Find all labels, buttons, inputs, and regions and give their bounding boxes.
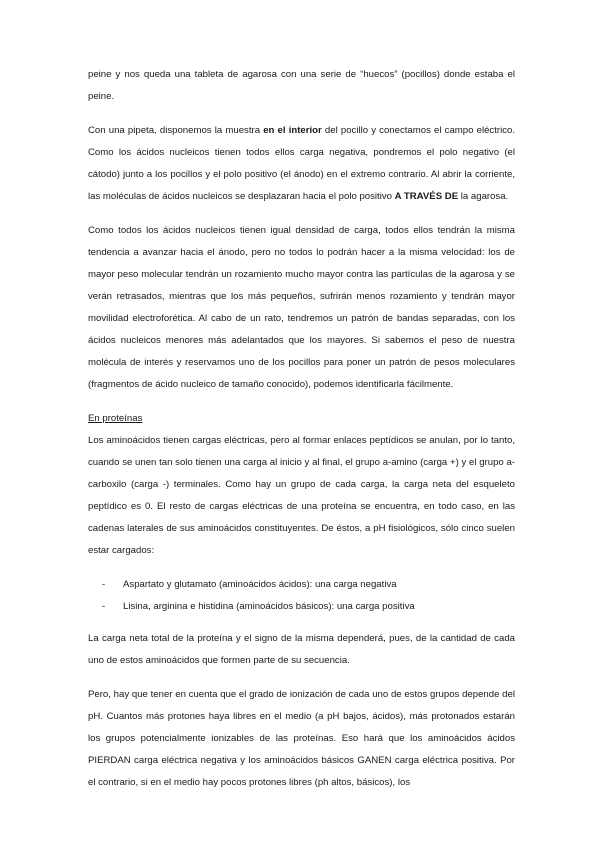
list-item bbox=[88, 574, 515, 596]
section-heading-proteins: En proteínas bbox=[88, 413, 143, 424]
charged-amino-acids-list bbox=[88, 574, 515, 618]
paragraph-text: la agarosa. bbox=[458, 191, 509, 202]
paragraph-text: del pocillo y conectamos el campo eléctrico. Como los ácidos nucleicos tienen todos ellos carga negativa, pondremos el polo negativo (el cátodo) junto a los pocillos y el polo positivo (el ánodo) en el extremo contrario. Al abrir la corriente, las moléculas de ácidos nucleicos se desplazaran hacia el polo positivo bbox=[88, 125, 515, 202]
bullet-dash: - bbox=[102, 601, 106, 612]
list-item-text: Aspartato y glutamato (aminoácidos ácidos): una carga negativa bbox=[123, 579, 397, 590]
paragraph-net-charge: La carga neta total de la proteína y el signo de la misma dependerá, pues, de la cantidad de cada uno de estos aminoácidos que formen parte de su secuencia. bbox=[88, 633, 515, 666]
paragraph-ph-ionization: Pero, hay que tener en cuenta que el grado de ionización de cada uno de estos grupos depende del pH. Cuantos más protones haya libres en el medio (a pH bajos, ácidos), más protonados estarán los grupos potencialmente ionizables de las proteínas. Eso hará que los aminoácidos ácidos PIERDAN carga eléctrica negativa y los aminoácidos básicos GANEN carga eléctrica positiva. Por el contrario, si en el medio hay pocos protones libres (ph altos, básicos), los bbox=[88, 689, 515, 788]
paragraph-agarose-wells: peine y nos queda una tableta de agarosa con una serie de “huecos” (pocillos) donde estaba el peine. bbox=[88, 69, 515, 102]
paragraph-amino-acid-charges: Los aminoácidos tienen cargas eléctricas, pero al formar enlaces peptídicos se anulan, por lo tanto, cuando se unen tan solo tienen una carga al inicio y al final, el grupo a-amino (carga +) y el grupo a-carboxilo (carga -) terminales. Como hay un grupo de cada carga, la carga neta del esqueleto peptídico es 0. El resto de cargas eléctricas de una proteína se encuentra, en todo caso, en las cadenas laterales de sus aminoácidos constituyentes. De éstos, a pH fisiológicos, sólo cinco suelen estar cargados: bbox=[88, 435, 515, 556]
bold-phrase: A TRAVÉS DE bbox=[394, 191, 459, 202]
paragraph-text: Con una pipeta, disponemos la muestra bbox=[88, 125, 264, 136]
bullet-dash: - bbox=[102, 579, 106, 590]
list-item-text: Lisina, arginina e histidina (aminoácidos básicos): una carga positiva bbox=[123, 601, 415, 612]
paragraph-charge-density: Como todos los ácidos nucleicos tienen igual densidad de carga, todos ellos tendrán la misma tendencia a avanzar hacia el ánodo, pero no todos lo podrán hacer a la misma velocidad: los de mayor peso molecular tendrán un rozamiento mucho mayor contra las partículas de la agarosa y se verán retrasados, mientras que los más pequeños, sufrirán menos rozamiento y tendrán mayor movilidad electroforética. Al cabo de un rato, tendremos un patrón de bandas separadas, con los ácidos nucleicos menores más adelantados que los mayores. Si sabemos el peso de nuestra molécula de interés y reservamos uno de los pocillos para poner un patrón de pesos moleculares (fragmentos de ácido nucleico de tamaño conocido), podemos identificarla fácilmente. bbox=[88, 225, 515, 390]
paragraph-electric-field bbox=[88, 120, 515, 208]
bold-phrase: en el interior bbox=[263, 125, 322, 136]
document-body bbox=[88, 64, 515, 806]
list-item bbox=[88, 596, 515, 618]
